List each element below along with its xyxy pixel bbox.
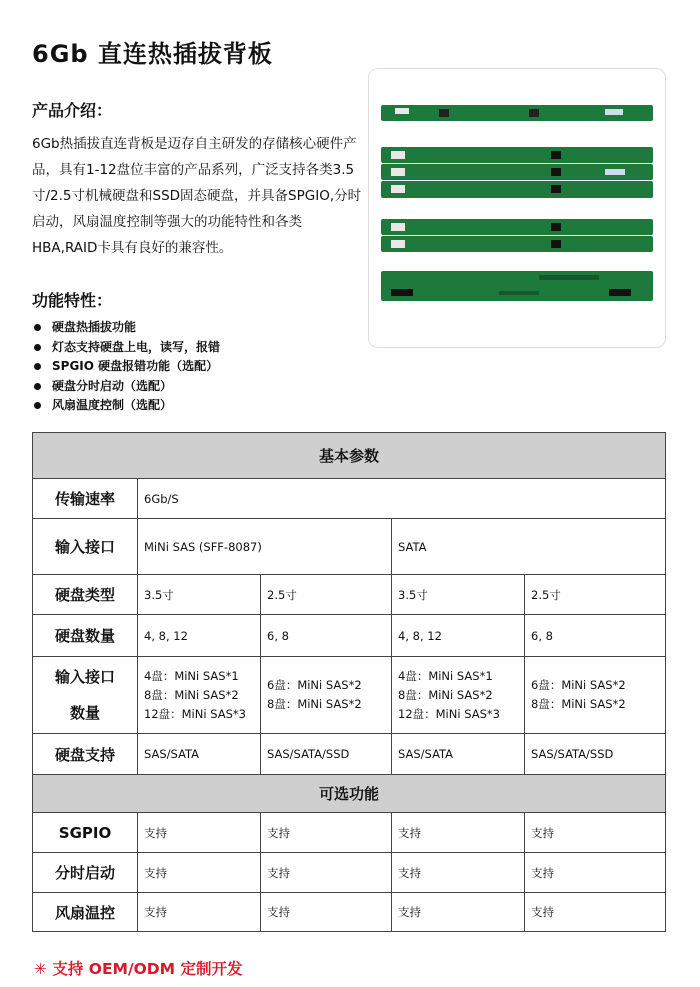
cell: 2.5寸 xyxy=(525,575,666,615)
cell: 4, 8, 12 xyxy=(392,615,525,657)
cell: MiNi SAS (SFF-8087) xyxy=(138,519,392,575)
row-label: 硬盘支持 xyxy=(33,734,138,775)
board-4 xyxy=(381,271,653,301)
cell: 6, 8 xyxy=(261,615,392,657)
feature-item xyxy=(34,357,220,377)
cell: SAS/SATA/SSD xyxy=(261,734,392,775)
table-row xyxy=(33,893,666,932)
cell: 支持 xyxy=(138,893,261,932)
cell: 2.5寸 xyxy=(261,575,392,615)
spec-table xyxy=(32,432,666,932)
feature-text: 风扇温度控制（选配） xyxy=(52,398,173,412)
optional-features-header: 可选功能 xyxy=(33,775,666,813)
table-row xyxy=(33,813,666,853)
cell-line: 4盘：MiNi SAS*1 xyxy=(144,668,239,683)
row-label: 传输速率 xyxy=(33,479,138,519)
cell-line: 8盘：MiNi SAS*2 xyxy=(398,687,493,702)
feature-item xyxy=(34,338,220,358)
feature-text: 硬盘分时启动（选配） xyxy=(52,378,173,393)
bullet-icon xyxy=(34,363,41,370)
cell-line: 6盘：MiNi SAS*2 xyxy=(267,678,362,692)
table-row xyxy=(33,734,666,775)
row-label: 风扇温控 xyxy=(33,893,138,932)
cell: SAS/SATA/SSD xyxy=(525,734,666,775)
cell: 6, 8 xyxy=(525,615,666,657)
table-row xyxy=(33,479,666,519)
cell-line: 8盘：MiNi SAS*2 xyxy=(267,697,362,711)
cell: SAS/SATA xyxy=(138,734,261,775)
board-2 xyxy=(381,147,653,198)
bullet-icon xyxy=(34,383,41,390)
cell-line: 12盘：MiNi SAS*3 xyxy=(398,706,500,721)
cell: SATA xyxy=(392,519,666,575)
row-label: 硬盘类型 xyxy=(33,575,138,615)
table-row xyxy=(33,853,666,893)
bullet-icon xyxy=(34,344,41,351)
cell-line: 12盘：MiNi SAS*3 xyxy=(144,706,246,721)
features-heading: 功能特性： xyxy=(32,291,113,310)
cell: 支持 xyxy=(392,853,525,893)
backplane-boards-image xyxy=(369,69,665,347)
cell-line: 8盘：MiNi SAS*2 xyxy=(144,687,239,702)
row-label: 硬盘数量 xyxy=(33,615,138,657)
row-label-line: 输入接口 xyxy=(54,668,115,686)
cell: SAS/SATA xyxy=(392,734,525,775)
cell-line: 6盘：MiNi SAS*2 xyxy=(531,678,626,692)
cell: 支持 xyxy=(261,813,392,853)
cell xyxy=(525,657,666,734)
page-title: 6Gb 直连热插拔背板 xyxy=(32,40,273,68)
table-row xyxy=(33,615,666,657)
cell: 支持 xyxy=(392,893,525,932)
feature-text: 硬盘热插拔功能 xyxy=(52,320,137,334)
product-photo xyxy=(368,68,666,348)
cell: 支持 xyxy=(138,813,261,853)
basic-params-header: 基本参数 xyxy=(33,433,666,479)
table-row xyxy=(33,519,666,575)
cell: 3.5寸 xyxy=(392,575,525,615)
cell-line: 8盘：MiNi SAS*2 xyxy=(531,697,626,711)
cell xyxy=(392,657,525,734)
feature-list xyxy=(34,318,220,416)
feature-text: SPGIO 硬盘报错功能（选配） xyxy=(52,359,219,373)
cell: 支持 xyxy=(261,893,392,932)
section-row xyxy=(33,433,666,479)
cell-line: 4盘：MiNi SAS*1 xyxy=(398,668,493,683)
oem-odm-note: ✳ 支持 OEM/ODM 定制开发 xyxy=(34,960,243,978)
row-label: 分时启动 xyxy=(33,853,138,893)
cell: 支持 xyxy=(525,853,666,893)
feature-item xyxy=(34,396,220,416)
intro-text: 6Gb热插拔直连背板是迈存自主研发的存储核心硬件产品，具有1-12盘位丰富的产品系列，广泛支持各类3.5寸/2.5寸机械硬盘和SSD固态硬盘，并具备SPGIO,分时启动，风扇温度控制等强大的功能特性和各类HBA,RAID卡具有良好的兼容性。 xyxy=(32,136,362,256)
intro-heading: 产品介绍： xyxy=(32,101,113,120)
section-row xyxy=(33,775,666,813)
feature-item xyxy=(34,318,220,338)
board-1 xyxy=(381,105,653,121)
row-label: SGPIO xyxy=(33,813,138,853)
cell: 支持 xyxy=(138,853,261,893)
cell: 支持 xyxy=(261,853,392,893)
cell: 支持 xyxy=(525,893,666,932)
bullet-icon xyxy=(34,402,41,409)
board-3 xyxy=(381,219,653,252)
table-row xyxy=(33,657,666,734)
cell: 6Gb/S xyxy=(138,479,666,519)
row-label xyxy=(33,657,138,734)
cell xyxy=(261,657,392,734)
cell: 支持 xyxy=(392,813,525,853)
feature-item xyxy=(34,377,220,397)
row-label: 输入接口 xyxy=(33,519,138,575)
cell: 3.5寸 xyxy=(138,575,261,615)
bullet-icon xyxy=(34,324,41,331)
cell: 4, 8, 12 xyxy=(138,615,261,657)
cell xyxy=(138,657,261,734)
cell: 支持 xyxy=(525,813,666,853)
feature-text: 灯态支持硬盘上电，读写，报错 xyxy=(52,339,221,354)
table-row xyxy=(33,575,666,615)
row-label-line: 数量 xyxy=(69,704,100,722)
